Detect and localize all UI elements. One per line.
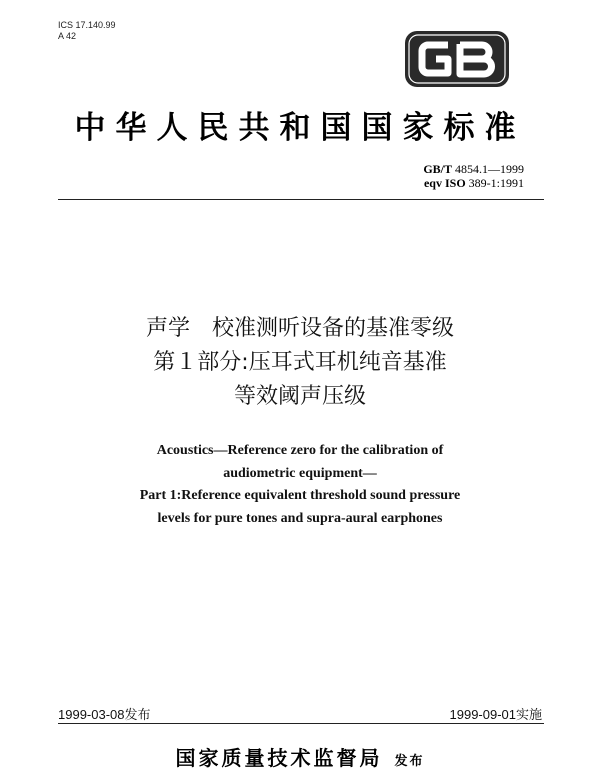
standard-code-line bbox=[423, 162, 524, 176]
chinese-title-line: 等效阈声压级 bbox=[233, 384, 366, 409]
publisher-line bbox=[0, 742, 600, 771]
standard-number-block bbox=[423, 162, 524, 190]
ics-classification bbox=[58, 20, 116, 42]
ccs-code: A 42 bbox=[58, 31, 77, 41]
equivalent-code: 389-1:1991 bbox=[468, 176, 524, 190]
ics-code: ICS 17.140.99 bbox=[58, 20, 116, 30]
effective-date: 1999-09-01实施 bbox=[449, 707, 542, 722]
gb-logo-icon bbox=[404, 30, 510, 88]
standard-code: 4854.1—1999 bbox=[455, 162, 524, 176]
publisher-suffix: 发布 bbox=[394, 754, 425, 769]
standard-code-prefix: GB/T bbox=[423, 162, 452, 176]
equivalent-code-line bbox=[423, 176, 524, 190]
footer-divider bbox=[58, 723, 544, 724]
chinese-title-line: 第１部分:压耳式耳机纯音基准 bbox=[153, 350, 447, 375]
issue-date: 1999-03-08发布 bbox=[58, 707, 151, 722]
header-divider bbox=[58, 199, 544, 200]
english-title-line: audiometric equipment— bbox=[223, 465, 377, 481]
equivalent-prefix: eqv ISO bbox=[423, 176, 466, 190]
english-title-line: Part 1:Reference equivalent threshold sound pressure bbox=[139, 488, 461, 503]
english-title-line: Acoustics—Reference zero for the calibration of bbox=[156, 443, 444, 458]
national-standard-heading: 中华人民共和国国家标准 bbox=[74, 110, 526, 146]
english-title-line: levels for pure tones and supra-aural earphones bbox=[157, 510, 443, 526]
english-title bbox=[0, 440, 600, 530]
chinese-title-line: 声学 校准测听设备的基准零级 bbox=[145, 316, 454, 341]
publisher-name: 国家质量技术监督局 bbox=[175, 746, 383, 770]
chinese-title bbox=[0, 312, 600, 414]
